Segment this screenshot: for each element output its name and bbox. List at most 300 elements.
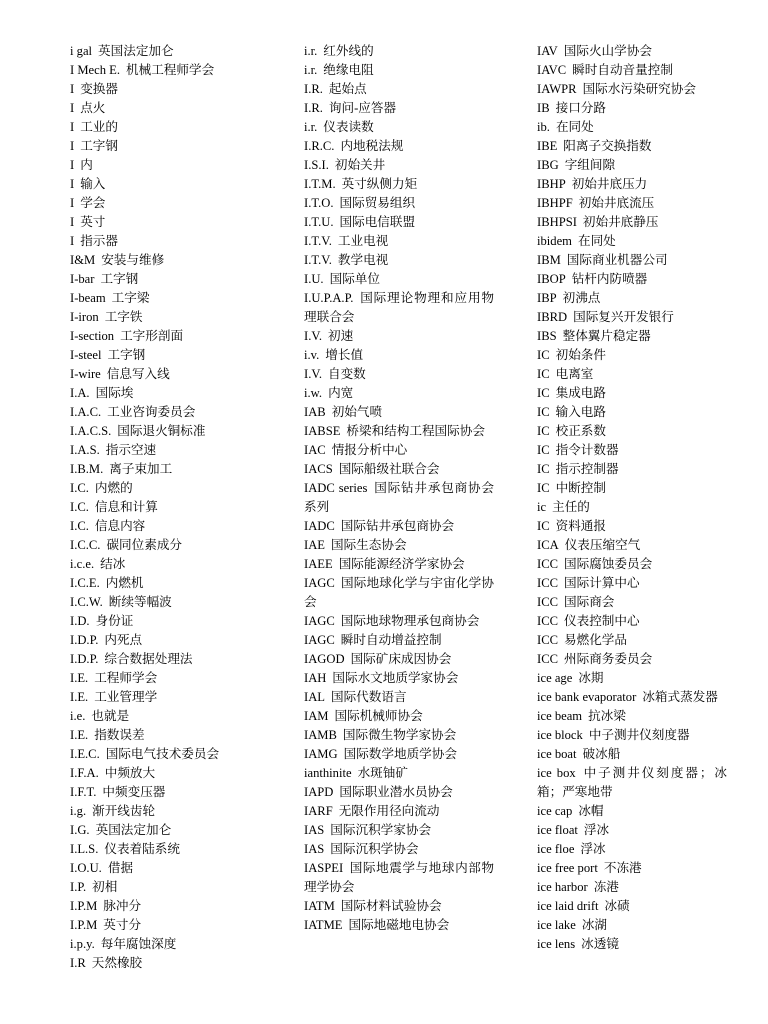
dictionary-entry [537,42,727,61]
entry-term: i.r. [304,120,318,134]
entry-term: IBHPF [537,196,573,210]
entry-definition: 冰期 [578,671,604,685]
entry-term: I-beam [70,291,106,305]
entry-definition: 工字钢 [100,272,139,286]
dictionary-entry [304,61,494,80]
entry-definition: 中断控制 [555,481,606,495]
entry-term: ice beam [537,709,583,723]
entry-term: i gal [70,44,93,58]
dictionary-entry [70,878,285,897]
entry-definition: 整体翼片稳定器 [562,329,651,343]
dictionary-entry [70,251,285,270]
entry-term: I.T.U. [304,215,334,229]
dictionary-entry [304,270,494,289]
dictionary-entry [70,726,285,745]
entry-definition: 国际电气技术委员会 [105,747,220,761]
dictionary-entry [537,365,727,384]
dictionary-entry [537,574,727,593]
entry-term: I.P.M [70,918,98,932]
entry-term: ice lens [537,937,576,951]
entry-definition: 工字形剖面 [120,329,184,343]
entry-definition: 不冻港 [603,861,642,875]
dictionary-entry [537,232,727,251]
dictionary-entry [70,802,285,821]
dictionary-entry [304,650,494,669]
entry-term: IC [537,519,550,533]
entry-term: IB [537,101,550,115]
entry-term: I [70,120,75,134]
column-2 [304,42,494,935]
entry-definition: 州际商务委员会 [564,652,653,666]
entry-term: I.R. [304,82,323,96]
entry-definition: 抗冰梁 [588,709,626,723]
entry-definition: 初始井底静压 [582,215,659,229]
dictionary-entry [537,517,727,536]
entry-definition: 浮冰 [580,842,606,856]
entry-term: I.R. [304,101,323,115]
entry-definition: 冰透镜 [581,937,619,951]
entry-definition: 主任的 [552,500,590,514]
entry-term: IAGOD [304,652,345,666]
dictionary-entry [70,61,285,80]
column-1 [70,42,285,973]
entry-definition: 工字梁 [111,291,150,305]
entry-term: I&M [70,253,96,267]
dictionary-entry [304,80,494,99]
entry-definition: 接口分路 [555,101,606,115]
dictionary-entry [70,631,285,650]
entry-definition: 国际能源经济学家协会 [338,557,465,571]
entry-term: IATME [304,918,343,932]
entry-definition: 指示控制器 [555,462,619,476]
dictionary-entry [70,194,285,213]
entry-term: i.c.e. [70,557,95,571]
column-3 [537,42,727,954]
dictionary-entry [70,346,285,365]
entry-term: ice cap [537,804,573,818]
dictionary-entry [70,517,285,536]
dictionary-entry [70,289,285,308]
entry-definition: 工业管理学 [94,690,158,704]
entry-definition: 校正系数 [555,424,606,438]
dictionary-entry [70,935,285,954]
entry-definition: 工业电视 [337,234,389,248]
entry-term: ib. [537,120,550,134]
dictionary-entry [537,802,727,821]
dictionary-entry [70,327,285,346]
dictionary-entry [304,612,494,631]
entry-definition: 冰湖 [581,918,607,932]
entry-term: I.C.W. [70,595,103,609]
dictionary-entry [304,574,494,612]
entry-term: ICC [537,595,558,609]
entry-definition: 国际电信联盟 [339,215,416,229]
entry-term: i.p.y. [70,937,95,951]
dictionary-entry [304,42,494,61]
entry-term: IAB [304,405,326,419]
entry-definition: 国际数学地质学协会 [343,747,457,761]
entry-term: I [70,215,75,229]
dictionary-entry [304,365,494,384]
dictionary-entry [70,897,285,916]
entry-definition: 国际沉积学协会 [330,842,419,856]
entry-definition: 国际地磁地电协会 [348,918,450,932]
entry-term: I.T.O. [304,196,334,210]
entry-term: I.R.C. [304,139,335,153]
entry-term: ICC [537,633,558,647]
dictionary-entry [304,403,494,422]
entry-term: IC [537,424,550,438]
entry-term: ice lake [537,918,576,932]
entry-definition: 断续等幅波 [108,595,172,609]
entry-definition: 输入电路 [555,405,606,419]
dictionary-entry [537,821,727,840]
entry-term: I.R [70,956,86,970]
dictionary-entry [70,403,285,422]
entry-definition: 初始井底压力 [571,177,648,191]
entry-definition: 瞬时自动音量控制 [572,63,673,77]
dictionary-entry [537,688,727,707]
dictionary-entry [537,175,727,194]
entry-term: ICC [537,614,558,628]
dictionary-entry [304,479,494,517]
entry-term: I.D. [70,614,90,628]
entry-term: IC [537,405,550,419]
entry-definition: 在同处 [577,234,616,248]
entry-term: I.C.C. [70,538,101,552]
entry-term: ice age [537,671,573,685]
dictionary-entry [304,631,494,650]
entry-definition: 学会 [80,196,106,210]
entry-definition: 集成电路 [555,386,606,400]
entry-definition: 国际材料试验协会 [340,899,442,913]
dictionary-entry [537,251,727,270]
entry-term: I-steel [70,348,102,362]
entry-definition: 安装与维修 [101,253,165,267]
dictionary-entry [304,897,494,916]
entry-term: IAEE [304,557,333,571]
dictionary-entry [70,707,285,726]
dictionary-entry [70,612,285,631]
entry-term: I.A.C. [70,405,102,419]
entry-term: I.C. [70,481,89,495]
entry-term: ice boat [537,747,577,761]
entry-definition: 国际埃 [95,386,134,400]
entry-definition: 工字钢 [80,139,118,153]
dictionary-entry [304,194,494,213]
dictionary-entry [537,80,727,99]
dictionary-entry [304,840,494,859]
entry-definition: 初相 [92,880,118,894]
dictionary-entry [304,783,494,802]
dictionary-entry [537,745,727,764]
entry-definition: 教学电视 [337,253,389,267]
entry-definition: 国际沉积学家协会 [330,823,432,837]
entry-term: IAGC [304,614,335,628]
dictionary-entry [537,859,727,878]
entry-definition: 内地税法规 [340,139,404,153]
entry-definition: 冰帽 [578,804,604,818]
dictionary-entry [537,631,727,650]
dictionary-entry [304,517,494,536]
entry-term: IC [537,348,550,362]
entry-term: IBE [537,139,558,153]
entry-definition: 内宽 [328,386,354,400]
entry-term: I.G. [70,823,90,837]
entry-definition: 仪表读数 [323,120,374,134]
dictionary-entry [304,764,494,783]
entry-term: IAH [304,671,327,685]
entry-definition: 内燃机 [105,576,144,590]
dictionary-entry [70,213,285,232]
dictionary-entry [537,422,727,441]
dictionary-entry [537,441,727,460]
dictionary-entry [70,441,285,460]
entry-definition: 中子测井仪刻度器；冰箱；严寒地带 [537,766,728,799]
dictionary-entry [304,289,494,327]
entry-definition: 仪表压缩空气 [564,538,641,552]
entry-definition: 初始气喷 [331,405,383,419]
entry-term: IADC series [304,481,368,495]
entry-term: I-bar [70,272,95,286]
entry-definition: 英寸分 [103,918,142,932]
dictionary-entry [304,745,494,764]
entry-definition: 渐开线齿轮 [92,804,156,818]
dictionary-entry [537,536,727,555]
entry-definition: 国际地球化学与宇宙化学协会 [304,576,494,609]
entry-term: IAV [537,44,558,58]
entry-definition: 国际生态协会 [330,538,407,552]
dictionary-entry [70,555,285,574]
dictionary-entry [70,783,285,802]
entry-definition: 国际矿床成因协会 [350,652,452,666]
entry-definition: 国际代数语言 [330,690,407,704]
entry-definition: 工字钢 [107,348,146,362]
entry-definition: 综合数据处理法 [104,652,193,666]
entry-definition: 易燃化学品 [564,633,627,647]
entry-definition: 瞬时自动增益控制 [340,633,442,647]
dictionary-entry [537,935,727,954]
entry-term: ice harbor [537,880,588,894]
entry-definition: 情报分析中心 [331,443,408,457]
dictionary-entry [70,384,285,403]
entry-definition: 自变数 [327,367,366,381]
entry-definition: 每年腐蚀深度 [100,937,177,951]
entry-term: IAMG [304,747,338,761]
entry-term: I.O.U. [70,861,102,875]
dictionary-entry [304,821,494,840]
entry-term: IAC [304,443,326,457]
entry-term: I.T.V. [304,234,332,248]
entry-definition: 国际地球物理承包商协会 [340,614,480,628]
entry-term: I-iron [70,310,99,324]
entry-term: ICC [537,557,558,571]
dictionary-entry [537,403,727,422]
entry-term: IC [537,386,550,400]
entry-term: ianthinite [304,766,352,780]
entry-term: IC [537,462,550,476]
entry-definition: 英国法定加仑 [98,44,174,58]
entry-term: ice float [537,823,578,837]
dictionary-entry [70,764,285,783]
entry-definition: 仪表控制中心 [564,614,640,628]
dictionary-entry [304,726,494,745]
entry-definition: 国际水文地质学家协会 [332,671,459,685]
entry-term: I.V. [304,329,322,343]
dictionary-entry [70,574,285,593]
dictionary-entry [537,650,727,669]
entry-definition: 工业的 [80,120,118,134]
entry-term: I [70,139,75,153]
dictionary-entry [304,156,494,175]
entry-definition: 工字铁 [104,310,143,324]
dictionary-entry [304,327,494,346]
entry-definition: 仪表着陆系统 [104,842,180,856]
dictionary-entry [70,688,285,707]
entry-term: IATM [304,899,335,913]
entry-definition: 初沸点 [562,291,601,305]
entry-term: I Mech E. [70,63,121,77]
dictionary-entry [70,821,285,840]
entry-term: I.L.S. [70,842,99,856]
dictionary-entry [304,118,494,137]
entry-term: ice laid drift [537,899,599,913]
entry-definition: 初始井底流压 [578,196,655,210]
entry-term: I.E. [70,671,89,685]
entry-definition: 英国法定加仑 [95,823,172,837]
dictionary-entry [70,308,285,327]
entry-term: I.B.M. [70,462,104,476]
dictionary-entry [70,479,285,498]
entry-term: IAS [304,823,325,837]
entry-definition: 工业咨询委员会 [107,405,196,419]
dictionary-entry [304,346,494,365]
dictionary-entry [537,270,727,289]
entry-term: IBOP [537,272,566,286]
dictionary-entry [70,175,285,194]
dictionary-entry [70,650,285,669]
dictionary-entry [70,422,285,441]
entry-definition: 国际计算中心 [564,576,640,590]
dictionary-entry [304,688,494,707]
dictionary-entry [70,232,285,251]
entry-definition: 脉冲分 [103,899,142,913]
dictionary-entry [70,460,285,479]
dictionary-entry [304,859,494,897]
entry-term: ic [537,500,547,514]
entry-term: IBRD [537,310,568,324]
entry-term: i.r. [304,63,318,77]
entry-definition: 国际腐蚀委员会 [564,557,653,571]
dictionary-entry [537,346,727,365]
dictionary-entry [70,536,285,555]
entry-term: I.C. [70,500,89,514]
dictionary-entry [304,175,494,194]
entry-term: IBHPSI [537,215,577,229]
entry-definition: 冻港 [593,880,619,894]
entry-term: I.C. [70,519,89,533]
entry-definition: 无限作用径向流动 [338,804,440,818]
entry-definition: 指数误差 [94,728,145,742]
entry-term: i.g. [70,804,87,818]
entry-term: IAGC [304,576,335,590]
dictionary-entry [304,669,494,688]
entry-definition: 起始点 [328,82,367,96]
dictionary-entry [537,479,727,498]
dictionary-entry [70,859,285,878]
dictionary-entry [70,156,285,175]
entry-term: I.A.S. [70,443,100,457]
dictionary-entry [537,707,727,726]
entry-definition: 国际理论物理和应用物理联合会 [304,291,494,324]
dictionary-entry [70,365,285,384]
entry-definition: 国际水污染研究协会 [582,82,696,96]
dictionary-entry [70,137,285,156]
entry-definition: 信息和计算 [94,500,158,514]
entry-definition: 也就是 [91,709,130,723]
entry-term: I-section [70,329,115,343]
dictionary-entry [537,460,727,479]
entry-term: I.D.P. [70,633,99,647]
entry-definition: 信息内容 [94,519,146,533]
entry-definition: 英寸纵侧力矩 [341,177,418,191]
dictionary-entry [537,213,727,232]
entry-term: I.D.P. [70,652,99,666]
entry-definition: 在同处 [555,120,594,134]
dictionary-entry [537,156,727,175]
entry-term: I.V. [304,367,322,381]
entry-term: IC [537,443,550,457]
entry-definition: 阳离子交换指数 [563,139,652,153]
entry-definition: 国际机械师协会 [334,709,423,723]
entry-term: I [70,101,75,115]
entry-term: ICA [537,538,559,552]
entry-term: IAGC [304,633,335,647]
dictionary-entry [304,213,494,232]
entry-definition: 点火 [80,101,106,115]
entry-term: I.T.M. [304,177,336,191]
entry-term: ibidem [537,234,572,248]
entry-definition: 字组间隙 [564,158,616,172]
entry-term: I.A.C.S. [70,424,112,438]
dictionary-entry [537,118,727,137]
dictionary-entry [70,80,285,99]
entry-term: I.U.P.A.P. [304,291,354,305]
entry-term: IAE [304,538,325,552]
entry-definition: 国际贸易组织 [339,196,416,210]
dictionary-entry [304,802,494,821]
entry-term: I.E.C. [70,747,100,761]
entry-term: IBM [537,253,561,267]
entry-definition: 冰箱式蒸发器 [642,690,718,704]
entry-term: ice free port [537,861,598,875]
entry-definition: 国际钻井承包商协会系列 [304,481,495,514]
entry-definition: 离子束加工 [109,462,173,476]
entry-definition: 钻杆内防喷器 [571,272,648,286]
entry-definition: 国际退火铜标准 [117,424,206,438]
dictionary-entry [304,422,494,441]
entry-term: ICC [537,576,558,590]
entry-definition: 机械工程师学会 [126,63,215,77]
dictionary-entry [70,42,285,61]
entry-term: I [70,177,75,191]
dictionary-entry [70,669,285,688]
entry-definition: 国际微生物学家协会 [342,728,457,742]
entry-term: IC [537,481,550,495]
entry-definition: 指示器 [80,234,118,248]
entry-definition: 初始关井 [334,158,386,172]
dictionary-entry [537,555,727,574]
